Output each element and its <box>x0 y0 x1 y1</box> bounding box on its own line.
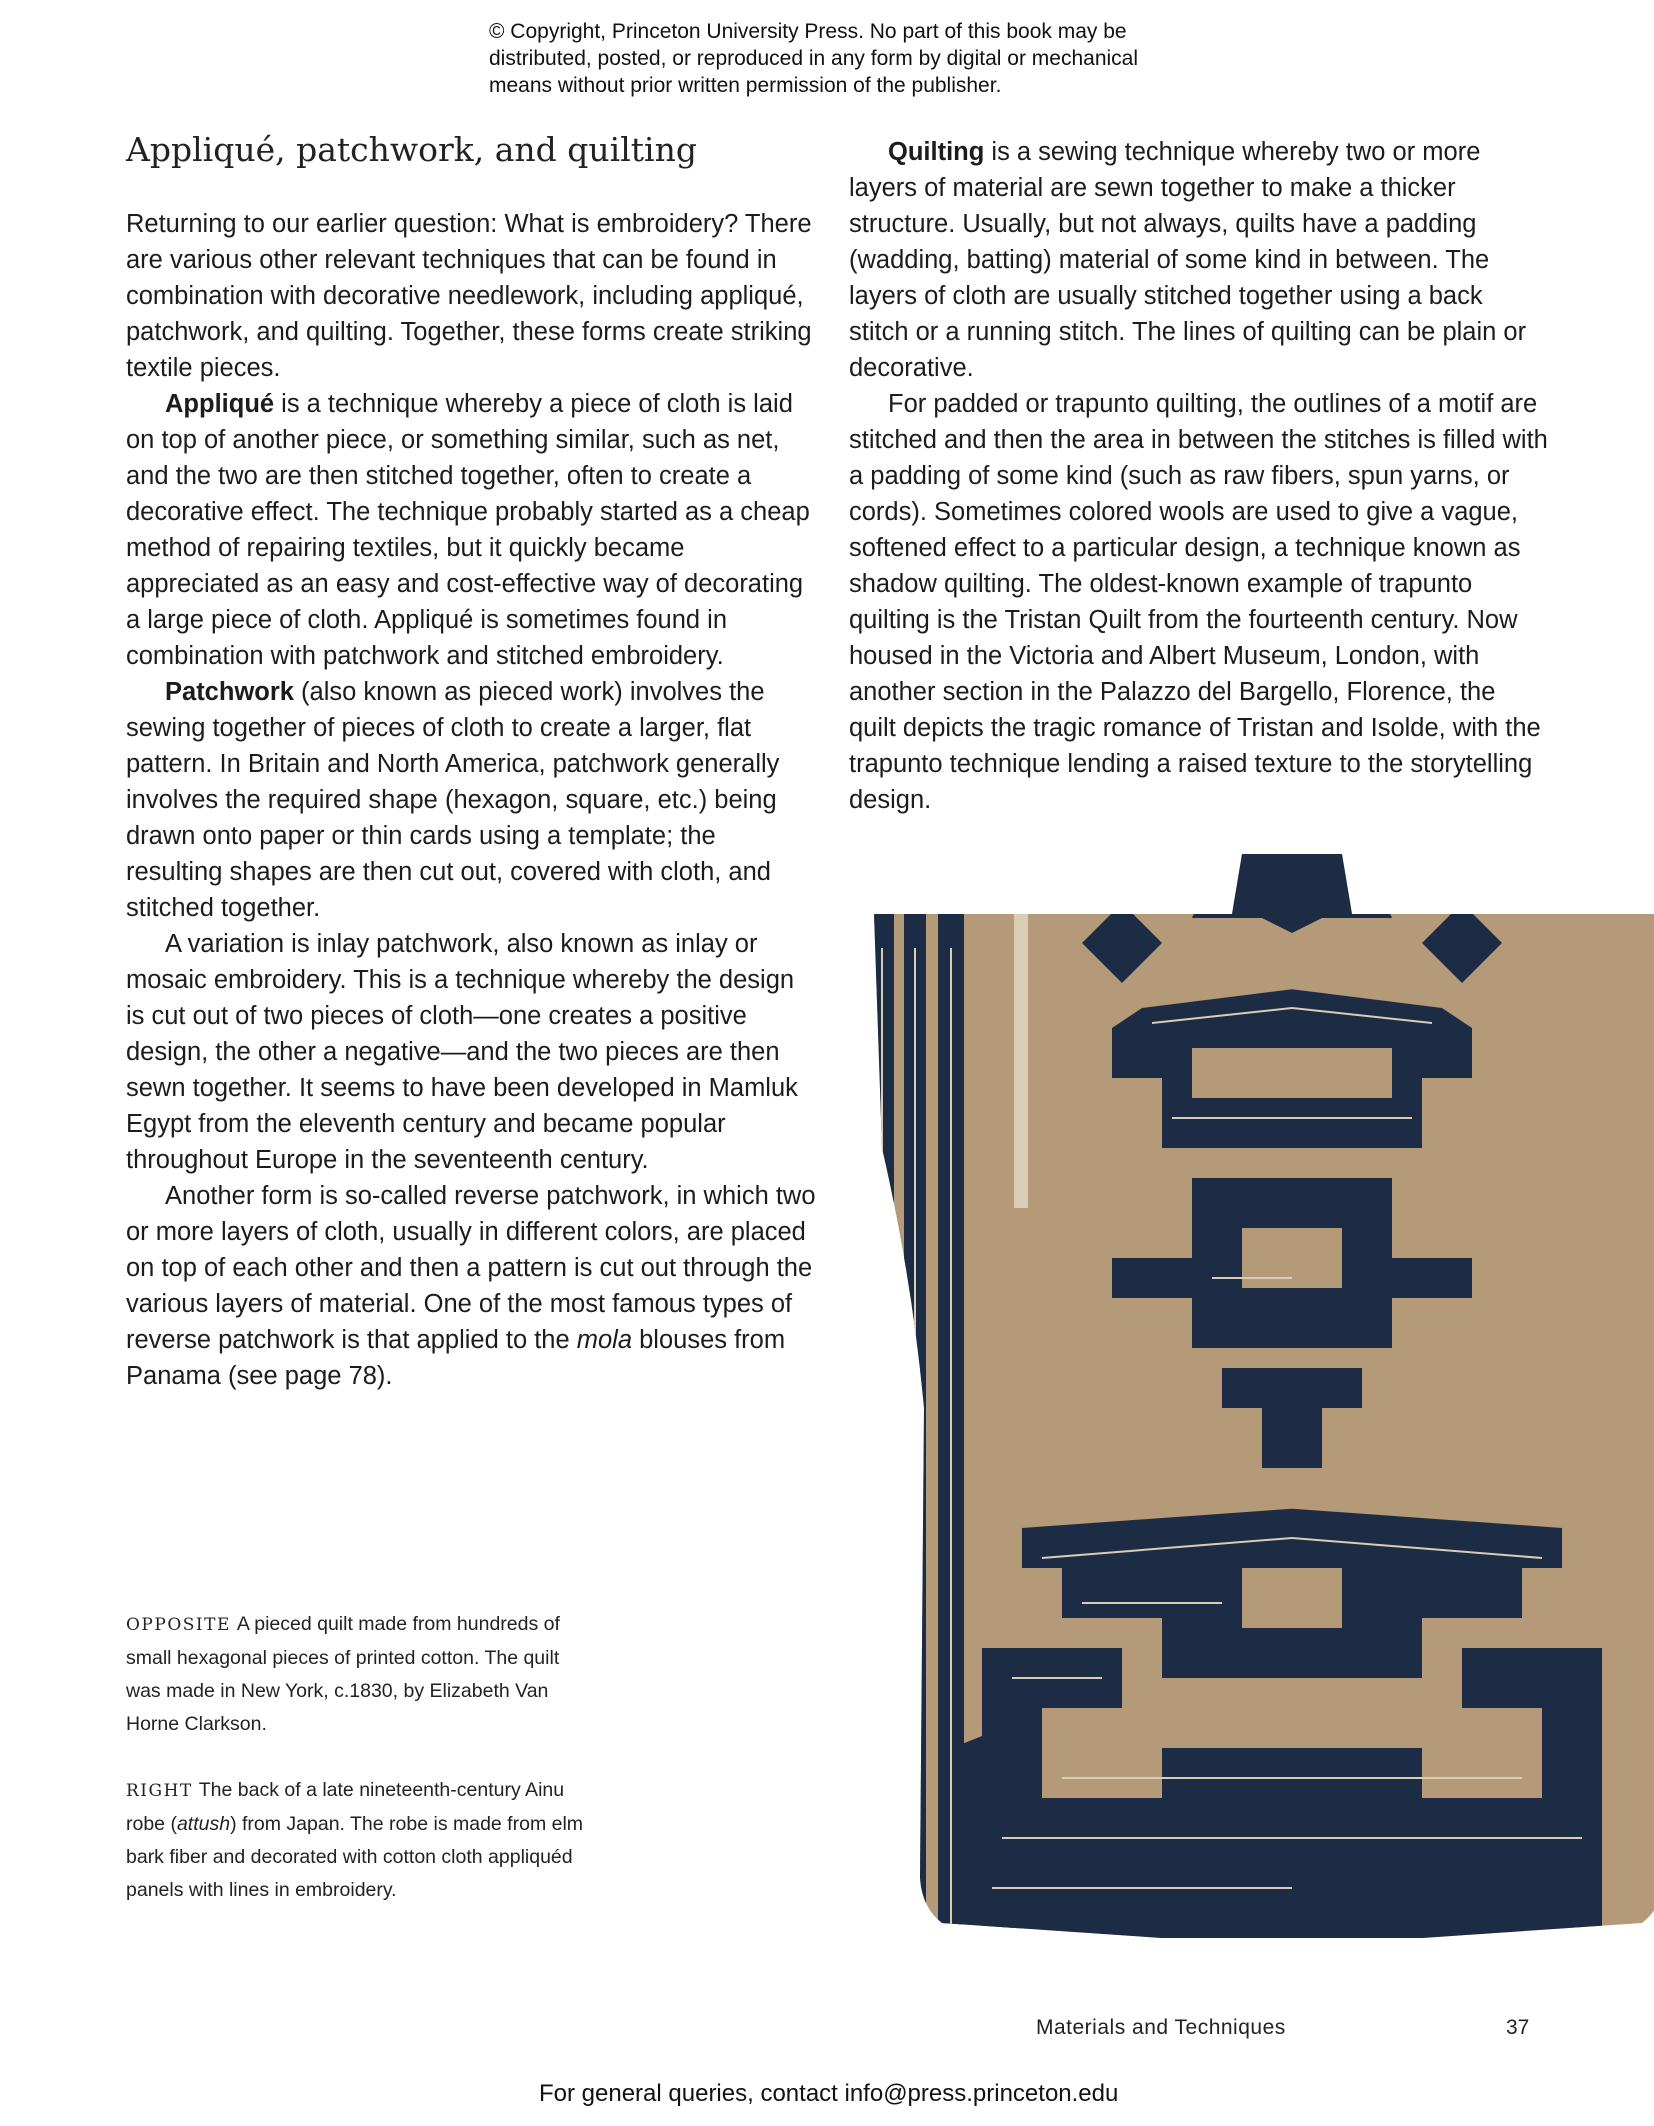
caption-right-text: The back of a late nineteenth-century Ainu robe ( <box>126 1779 565 1835</box>
patchwork-text: (also known as pieced work) involves the sewing together of pieces of cloth to create a larger, flat pattern. In Britain and North America, patchwork generally involves the required shape (hexagon, square, etc.) being drawn onto paper or thin cards using a template; the resulting shapes are then cut out, covered with cloth, and stitched together. <box>126 678 780 922</box>
caption-right <box>126 1774 586 1907</box>
caption-opposite <box>126 1608 586 1741</box>
applique-text: is a technique whereby a piece of cloth is laid on top of another piece, or something similar, such as net, and the two are then stitched together, often to create a decorative effect. The technique probably started as a cheap method of repairing textiles, but it quickly became appreciated as an easy and cost-effective way of decorating a large piece of cloth. Appliqué is sometimes found in combination with patchwork and stitched embroidery. <box>126 390 810 670</box>
caption-opposite-label: OPPOSITE <box>126 1615 231 1635</box>
page-number: 37 <box>1506 2016 1530 2039</box>
intro-text: Returning to our earlier question: What is embroidery? There are various other relevant techniques that can be found in combination with decorative needlework, including appliqué, patchwork, and quilting. Together, these forms create striking textile pieces. <box>126 210 812 382</box>
copyright-notice <box>489 18 1249 99</box>
contact-line: For general queries, contact info@press.princeton.edu <box>539 2080 1119 2107</box>
applique-term: Appliqué <box>165 390 275 418</box>
left-text-column <box>126 206 816 1394</box>
mola-term: mola <box>576 1326 633 1354</box>
patchwork-term: Patchwork <box>165 678 294 706</box>
copyright-line: means without prior written permission of the publisher. <box>489 74 1002 97</box>
applique-paragraph <box>126 386 816 674</box>
inlay-paragraph <box>126 926 816 1178</box>
quilting-text: is a sewing technique whereby two or more layers of material are sewn together to make a thicker structure. Usually, but not always, quilts have a padding (wadding, batting) material of some kind in between. The layers of cloth are usually stitched together using a back stitch or a running stitch. The lines of quilting can be plain or decorative. <box>849 138 1527 382</box>
trapunto-paragraph <box>849 386 1549 818</box>
caption-right-text-tail: ) from Japan. The robe is made from elm bark fiber and decorated with cotton cloth appliquéd panels with lines in embroidery. <box>126 1813 584 1901</box>
ainu-robe-image <box>862 848 1654 1938</box>
right-text-column <box>849 134 1549 818</box>
trapunto-text: For padded or trapunto quilting, the outlines of a motif are stitched and then the area in between the stitches is filled with a padding of some kind (such as raw fibers, spun yarns, or cords). Sometimes colored wools are used to give a vague, softened effect to a particular design, a technique known as shadow quilting. The oldest-known example of trapunto quilting is the Tristan Quilt from the fourteenth century. Now housed in the Victoria and Albert Museum, London, with another section in the Palazzo del Bargello, Florence, the quilt depicts the tragic romance of Tristan and Isolde, with the trapunto technique lending a raised texture to the storytelling design. <box>849 390 1548 814</box>
quilting-paragraph <box>849 134 1549 386</box>
copyright-line: © Copyright, Princeton University Press. No part of this book may be <box>489 20 1127 43</box>
back-seam-strip <box>1014 908 1028 1208</box>
reverse-patchwork-tail: blouses from Panama (see page 78). <box>126 1326 786 1390</box>
reverse-patchwork-paragraph <box>126 1178 816 1394</box>
patchwork-paragraph <box>126 674 816 926</box>
attush-term: attush <box>176 1813 231 1835</box>
reverse-patchwork-text: Another form is so-called reverse patchwork, in which two or more layers of cloth, usually in different colors, are placed on top of each other and then a pattern is cut out through the various layers of material. One of the most famous types of reverse patchwork is that applied to the <box>126 1182 816 1354</box>
inlay-text: A variation is inlay patchwork, also known as inlay or mosaic embroidery. This is a technique whereby the design is cut out of two pieces of cloth—one creates a positive design, the other a negative—and the two pieces are then sewn together. It seems to have been developed in Mamluk Egypt from the eleventh century and became popular throughout Europe in the seventeenth century. <box>126 930 798 1174</box>
figure-captions <box>126 1608 586 1940</box>
caption-right-label: RIGHT <box>126 1781 193 1801</box>
quilting-term: Quilting <box>888 138 985 166</box>
caption-opposite-text: A pieced quilt made from hundreds of small hexagonal pieces of printed cotton. The quilt was made in New York, c.1830, by Elizabeth Van Horne Clarkson. <box>126 1613 560 1735</box>
intro-paragraph <box>126 206 816 386</box>
copyright-line: distributed, posted, or reproduced in any form by digital or mechanical <box>489 47 1139 70</box>
section-title: Appliqué, patchwork, and quilting <box>126 130 697 169</box>
running-footer-section: Materials and Techniques <box>1036 2016 1286 2039</box>
